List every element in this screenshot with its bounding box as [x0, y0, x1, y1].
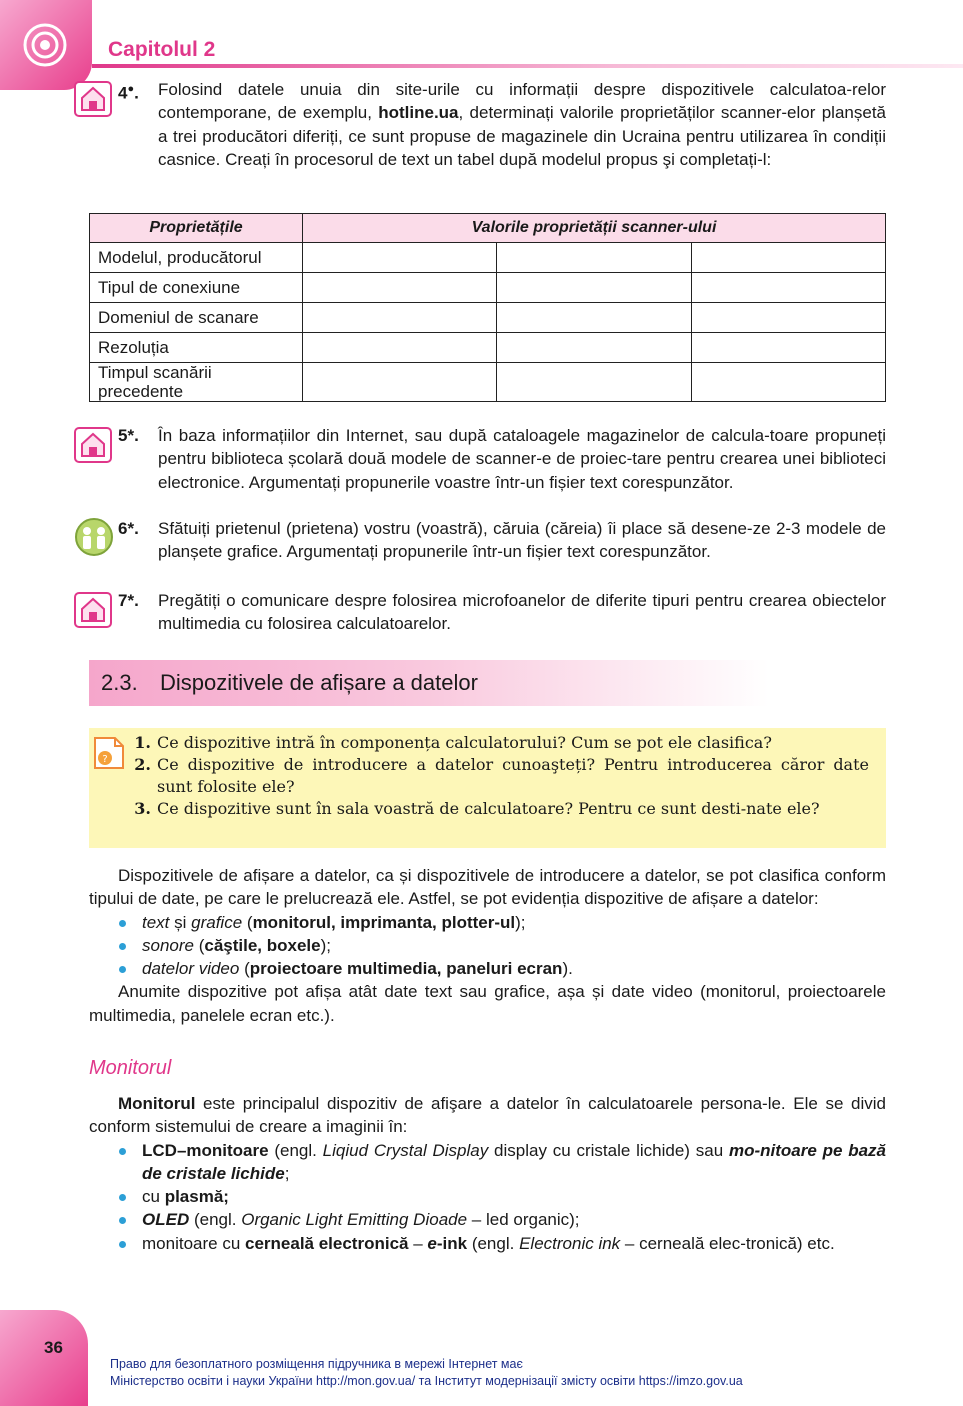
table-cell-property: Tipul de conexiune [90, 273, 303, 303]
table-cell [691, 303, 885, 333]
table-row [90, 273, 886, 303]
after-list-paragraph: Anumite dispozitive pot afișa atât date text sau grafice, așa și date video (monitorul, proiectoarele multimedia, panelele ecran etc.). [89, 982, 886, 1025]
task-number: 6*. [118, 519, 139, 538]
home-task-icon [74, 589, 114, 629]
output-types-list [89, 911, 886, 981]
table-cell-property: Rezoluția [90, 333, 303, 363]
list-item: OLED (engl. Organic Light Emitting Dioade – led organic); [89, 1208, 886, 1231]
table-cell [303, 273, 497, 303]
list-item: LCD–monitoare (engl. Liqiud Crystal Display display cu cristale lichide) sau mo-nitoare pe bază de cristale lichide; [89, 1139, 886, 1186]
task-text: Pregătiți o comunicare despre folosirea microfoanelor de diferite tipuri pentru crearea obiectelor multimedia cu folosirea calculatoarelor. [158, 591, 886, 634]
target-icon [22, 22, 68, 68]
table-header-properties: Proprietățile [90, 214, 303, 243]
list-item: sonore (căştile, boxele); [89, 934, 886, 957]
table-cell [691, 273, 885, 303]
task-text: În baza informațiilor din Internet, sau după cataloagele magazinelor de calcula-toare propuneți pentru biblioteca școlară două modele de scanner-e de proiec-tare pentru crearea unei biblioteci electronice. Argumentați propunerile voastre într-un fișier text corespunzător. [158, 426, 886, 492]
table-cell [497, 333, 691, 363]
home-task-icon [74, 78, 114, 118]
list-item: 3. Ce dispozitive sunt în sala voastră de calculatoare? Pentru ce sunt desti-nate ele? [134, 799, 820, 818]
list-item: cu plasmă; [89, 1185, 886, 1208]
table-cell [497, 303, 691, 333]
task-5 [74, 424, 886, 494]
monitor-paragraph: Monitorul este principalul dispozitiv de afişare a datelor în calculatoarele persona-le. Ele se divid conform sistemului de creare a imaginii în: [89, 1094, 886, 1137]
task-text: Sfătuiți prietenul (prietena) vostru (voastră), căruia (căreia) îi place să desene-ze 2-3 modele de planșete grafice. Argumentați propunerile într-un fișier text corespunzător. [158, 519, 886, 562]
monitor-block [89, 1092, 886, 1255]
table-cell [691, 333, 885, 363]
table-cell-property: Domeniul de scanare [90, 303, 303, 333]
section-number: 2.3. [101, 670, 138, 695]
footer-line: Право для безоплатного розміщення підручника в мережі Інтернет має [110, 1357, 523, 1371]
list-item: datelor video (proiectoare multimedia, paneluri ecran). [89, 957, 886, 980]
table-row [90, 243, 886, 273]
list-item: monitoare cu cerneală electronică – e-ink (engl. Electronic ink – cerneală elec-tronică) etc. [89, 1232, 886, 1255]
review-questions-box [89, 728, 886, 848]
intro-paragraph: Dispozitivele de afișare a datelor, ca și dispozitivele de introducere a datelor, se pot clasifica conform tipului de date, pe care le prelucrează ele. Astfel, se pot evidenția dispozitive de afișare a datelor: [89, 866, 886, 909]
team-task-icon [74, 517, 114, 557]
table-cell-property: Timpul scanării precedente [90, 363, 303, 402]
task-6 [74, 517, 886, 564]
table-cell [691, 363, 885, 402]
table-cell [497, 243, 691, 273]
task-text: Folosind datele unuia din site-urile cu informații despre dispozitivele calculatoa-relor contemporane, de exemplu, hotline.ua, determinați valorile proprietăților scanner-elor planșetă a trei producători diferiți, ce sunt propuse de magazinele din Ucraina pentru utilizarea în condiții casnice. Creați în procesorul de text un tabel după modelul propus şi completați-l: [158, 80, 886, 169]
footer-line: Міністерство освіти і науки України http://mon.gov.ua/ та Інститут модернізації змісту освіти https://imzo.gov.ua [110, 1374, 743, 1388]
svg-text:?: ? [102, 754, 108, 765]
list-item: text și grafice (monitorul, imprimanta, plotter-ul); [89, 911, 886, 934]
chapter-corner-tab [0, 0, 92, 90]
table-cell [497, 273, 691, 303]
intro-block [89, 864, 886, 1027]
list-item: 1. Ce dispozitive intră în componența calculatorului? Cum se pot ele clasifica? [134, 733, 772, 752]
section-title: Dispozitivele de afișare a datelor [160, 670, 478, 695]
chapter-title: Capitolul 2 [108, 38, 216, 61]
task-number: 5*. [118, 426, 139, 445]
table-header-values: Valorile proprietății scanner-ului [303, 214, 886, 243]
table-cell [497, 363, 691, 402]
chapter-divider [92, 64, 963, 68]
monitor-types-list [89, 1139, 886, 1255]
section-heading [89, 660, 769, 706]
task-7 [74, 589, 886, 636]
table-cell [303, 363, 497, 402]
home-task-icon [74, 424, 114, 464]
table-cell [691, 243, 885, 273]
question-icon [93, 734, 125, 770]
page-number-tab [0, 1310, 88, 1406]
table-row [90, 363, 886, 402]
task-number: 7*. [118, 591, 139, 610]
footer-notice [110, 1356, 743, 1390]
list-item: 2. Ce dispozitive de introducere a datelor cunoaşteți? Pentru introducerea căror date sunt folosite ele? [134, 755, 869, 796]
question-list [129, 732, 869, 820]
page-number: 36 [44, 1338, 63, 1357]
table-row [90, 333, 886, 363]
subheading: Monitorul [89, 1057, 172, 1079]
table-header-row [90, 214, 886, 243]
table-cell [303, 243, 497, 273]
table-cell-property: Modelul, producătorul [90, 243, 303, 273]
table-cell [303, 333, 497, 363]
task-4 [74, 78, 886, 171]
properties-table [89, 213, 886, 402]
task-number: 4●. [118, 83, 139, 103]
table-cell [303, 303, 497, 333]
table-row [90, 303, 886, 333]
